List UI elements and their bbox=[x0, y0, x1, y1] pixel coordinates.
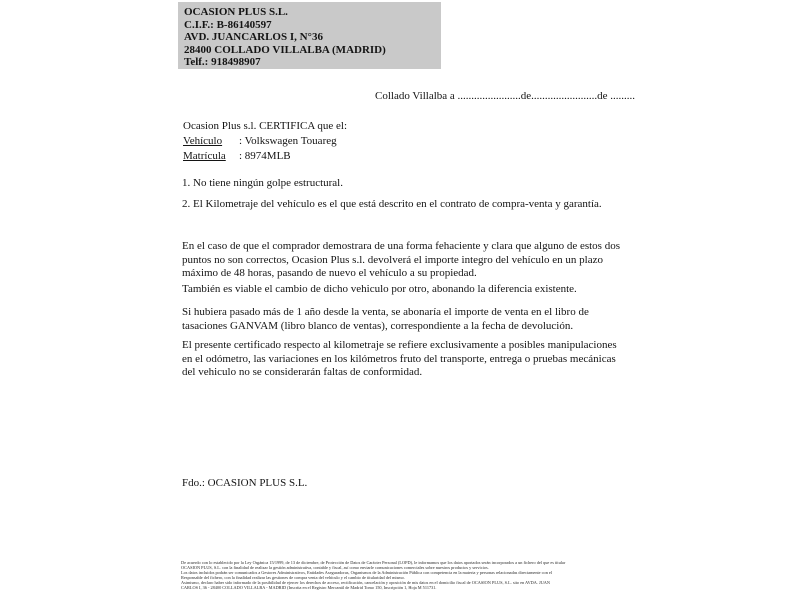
letterhead-phone: Telf.: 918498907 bbox=[184, 56, 261, 69]
paragraph-exchange-option: También es viable el cambio de dicho vehiculo por otro, abonando la diferencia existente. bbox=[182, 283, 577, 295]
certify-intro: Ocasion Plus s.l. CERTIFICA que el: bbox=[183, 120, 348, 132]
certified-point-2: 2. El Kilometraje del vehículo es el que está descrito en el contrato de compra-venta y garantía. bbox=[182, 198, 602, 210]
legal-line: De acuerdo con lo establecido por la Ley Orgánica 15/1999, de 13 de diciembre, de Protección de Datos de Carácter Personal (LOPD), le informamos que los datos aportados serán incorporados a un fichero del que es titular bbox=[181, 561, 566, 565]
vehicle-value: : Volkswagen Touareg bbox=[239, 135, 337, 147]
paragraph-refund-terms: En el caso de que el comprador demostrara de una forma fehaciente y clara que alguno de estos dos puntos no son correctos, Ocasion Plus s.l. devolverá el importe integro del vehículo en un plazo máximo de 48 horas, pasando de nuevo el vehículo a su propiedad. bbox=[182, 240, 620, 279]
legal-fine-print bbox=[181, 561, 615, 590]
vehicle-label: Vehículo bbox=[183, 135, 223, 147]
legal-line: Asimismo, declaro haber sido informado de la posibilidad de ejercer los derechos de acceso, rectificación, cancelación y oposición de mis datos en el domicilio fiscal de OCASIÓN PLUS, S.L. sito en AVDA. JUAN bbox=[181, 580, 551, 585]
legal-line: Responsable del fichero, con la finalidad realizar las gestiones de compra venta del vehículo y el cambio de titularidad del mismo. bbox=[181, 575, 405, 580]
vehicle-row bbox=[183, 134, 347, 149]
legal-line: Los datos incluidos podrán ser comunicados a Gestores Administrativos, Entidades Aseguradoras, Organismos de la Administración Pública con competencia en la materia y personas relacionadas directamente con el bbox=[181, 570, 553, 575]
legal-line: OCASION PLUS, S.L. con la finalidad de realizar la gestión administrativa, contable y fiscal, así como enviarle comunicaciones comerciales sobre nuestros productos y servicios. bbox=[181, 565, 489, 570]
certified-point-1: 1. No tiene ningún golpe estructural. bbox=[182, 177, 343, 189]
company-letterhead bbox=[178, 2, 441, 69]
letterhead-address: AVD. JUANCARLOS I, N°36 bbox=[184, 31, 323, 44]
paragraph-mileage-scope: El presente certificado respecto al kilometraje se refiere exclusivamente a posibles manipulaciones en el odómetro, las variaciones en los kilómetros fruto del transporte, entrega o pruebas mecánicas del vehiculo no se considerarán faltas de conformidad. bbox=[182, 339, 617, 378]
paragraph-ganvam-valuation: Si hubiera pasado más de 1 año desde la venta, se abonaría el importe de venta en el libro de tasaciones GANVAM (libro blanco de ventas), correspondiente a la fecha de devolución. bbox=[182, 306, 589, 332]
certification-block bbox=[183, 119, 347, 164]
letterhead-company-name: OCASION PLUS S.L. bbox=[184, 6, 288, 18]
legal-line: CARLOS I, 36 - 28400 COLLADO VILLALBA - MADRID (Inscrita en el Registro Mercantil de Madrid Tomo 150, Inscripción 1, Hoja M 511731. bbox=[181, 585, 437, 590]
letterhead-city: 28400 COLLADO VILLALBA (MADRID) bbox=[184, 43, 386, 56]
signature-line: Fdo.: OCASION PLUS S.L. bbox=[182, 477, 308, 489]
plate-value: : 8974MLB bbox=[239, 150, 291, 162]
date-blank-line: Collado Villalba a .......................de........................de ......... bbox=[375, 90, 636, 102]
letterhead-cif: C.I.F.: B-86140597 bbox=[184, 18, 272, 31]
plate-label: Matrícula bbox=[183, 150, 226, 162]
plate-row bbox=[183, 149, 347, 164]
